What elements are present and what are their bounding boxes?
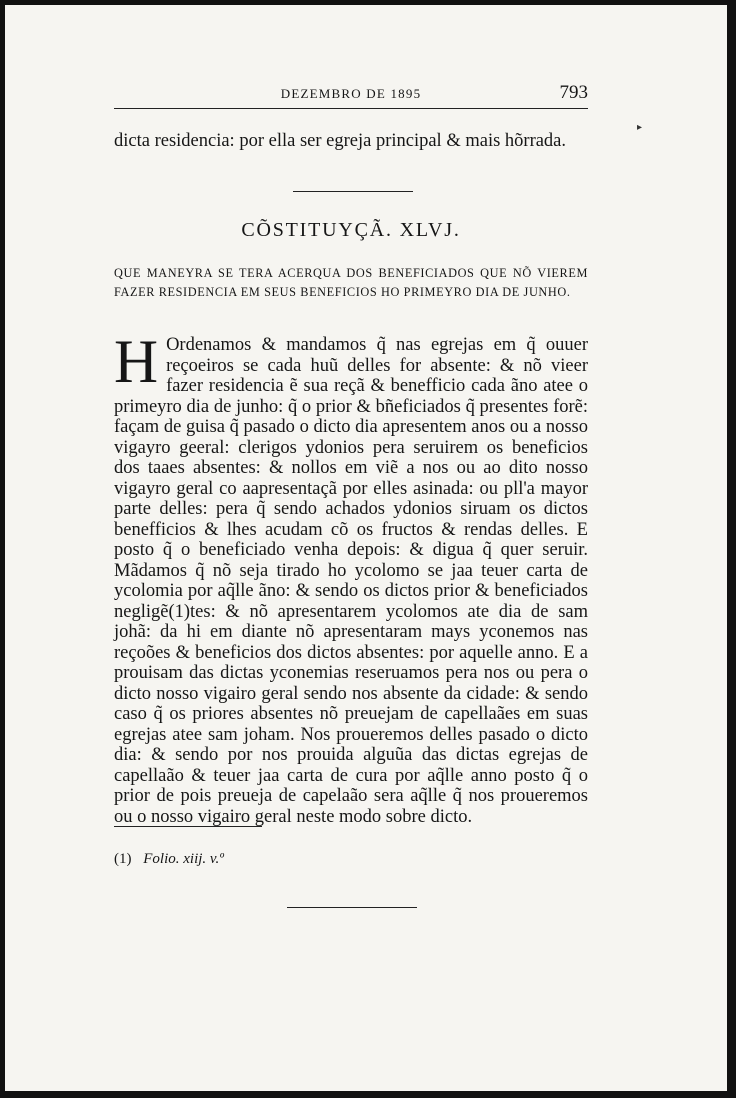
header-rule	[114, 108, 588, 109]
footnote-text: Folio. xiij. v.º	[143, 851, 224, 867]
running-head: DEZEMBRO DE 1895	[280, 86, 422, 101]
page-header	[114, 84, 588, 108]
chapter-body-text: Ordenamos & mandamos q̃ nas egrejas em q̃ ouuer reçoeiros se cada huũ delles for absente: & nõ vieer fazer residencia ẽ sua reçã & benefficio cada ãno atee o primeyro dia de junho: q̃ o prior & bñeficiados q̃ presentes forẽ: façam de guisa q̃ pasado o dicto dia apresentem anos ou a nosso vigayro geeral: clerigos ydonios pera seruirem os beneficios dos taaes absentes: & nollos em viẽ a nos ou ao dito nosso vigayro geral co aapresentaçã por elles asinada: ou pll'a mayor parte delles: pera q̃ sendo achados ydonios siruam os dictos benefficios & lhes acudam cõ os fructos & rendas delles. E posto q̃ o beneficiado venha depois: & digua q̃ quer seruir. Mãdamos q̃ nõ seja tirado ho ycolomo se jaa teuer carta de ycolomia por aq̃lle ãno: & sendo os dictos prior & beneficiados negligẽ(1)tes: & nõ apresentarem ycolomos ate dia de sam johã: da hi em diante nõ apresentaram mays yconemos nas reçoões & beneficios dos dictos absentes: por aquelle anno. E a prouisam das dictas yconemias reseruamos pera nos ou pera o dicto nosso vigairo geral sendo nos absente da cidade: & sendo caso q̃ os priores absentes nõ preuejam de capellaães em suas egrejas atee sam joham. Nos proueremos delles pasado o dicto dia: & sendo por nos prouida alguũa das dictas egrejas de capellaão & teuer jaa carta de cura por aq̃lle anno posto q̃ o prior de pois preueja de capelaão sera aq̃lle q̃ nos proueremos ou o nosso vigairo geral neste modo sobre dicto.	[114, 335, 588, 827]
print-speck: ▸	[637, 122, 643, 133]
chapter-body	[114, 329, 588, 827]
chapter-subheading: QUE MANEYRA SE TERA ACERQUA DOS BENEFICIADOS QUE NÕ VIEREM FAZER RESIDENCIA EM SEUS BENEFICIOS HO PRIMEYRO DIA DE JUNHO.	[114, 266, 588, 299]
book-page	[5, 5, 727, 1091]
drop-cap: H	[114, 329, 159, 396]
page-number: 793	[559, 82, 588, 103]
end-divider	[287, 907, 417, 908]
previous-paragraph-end: dicta residencia: por ella ser egreja principal & mais hõrrada.	[114, 131, 567, 151]
footnote-divider	[114, 826, 262, 827]
chapter-title: CÕSTITUYÇÃ. XLVJ.	[241, 219, 461, 241]
section-divider	[293, 191, 413, 192]
footnote-ref: (1)	[114, 851, 132, 867]
footnote	[114, 851, 224, 868]
